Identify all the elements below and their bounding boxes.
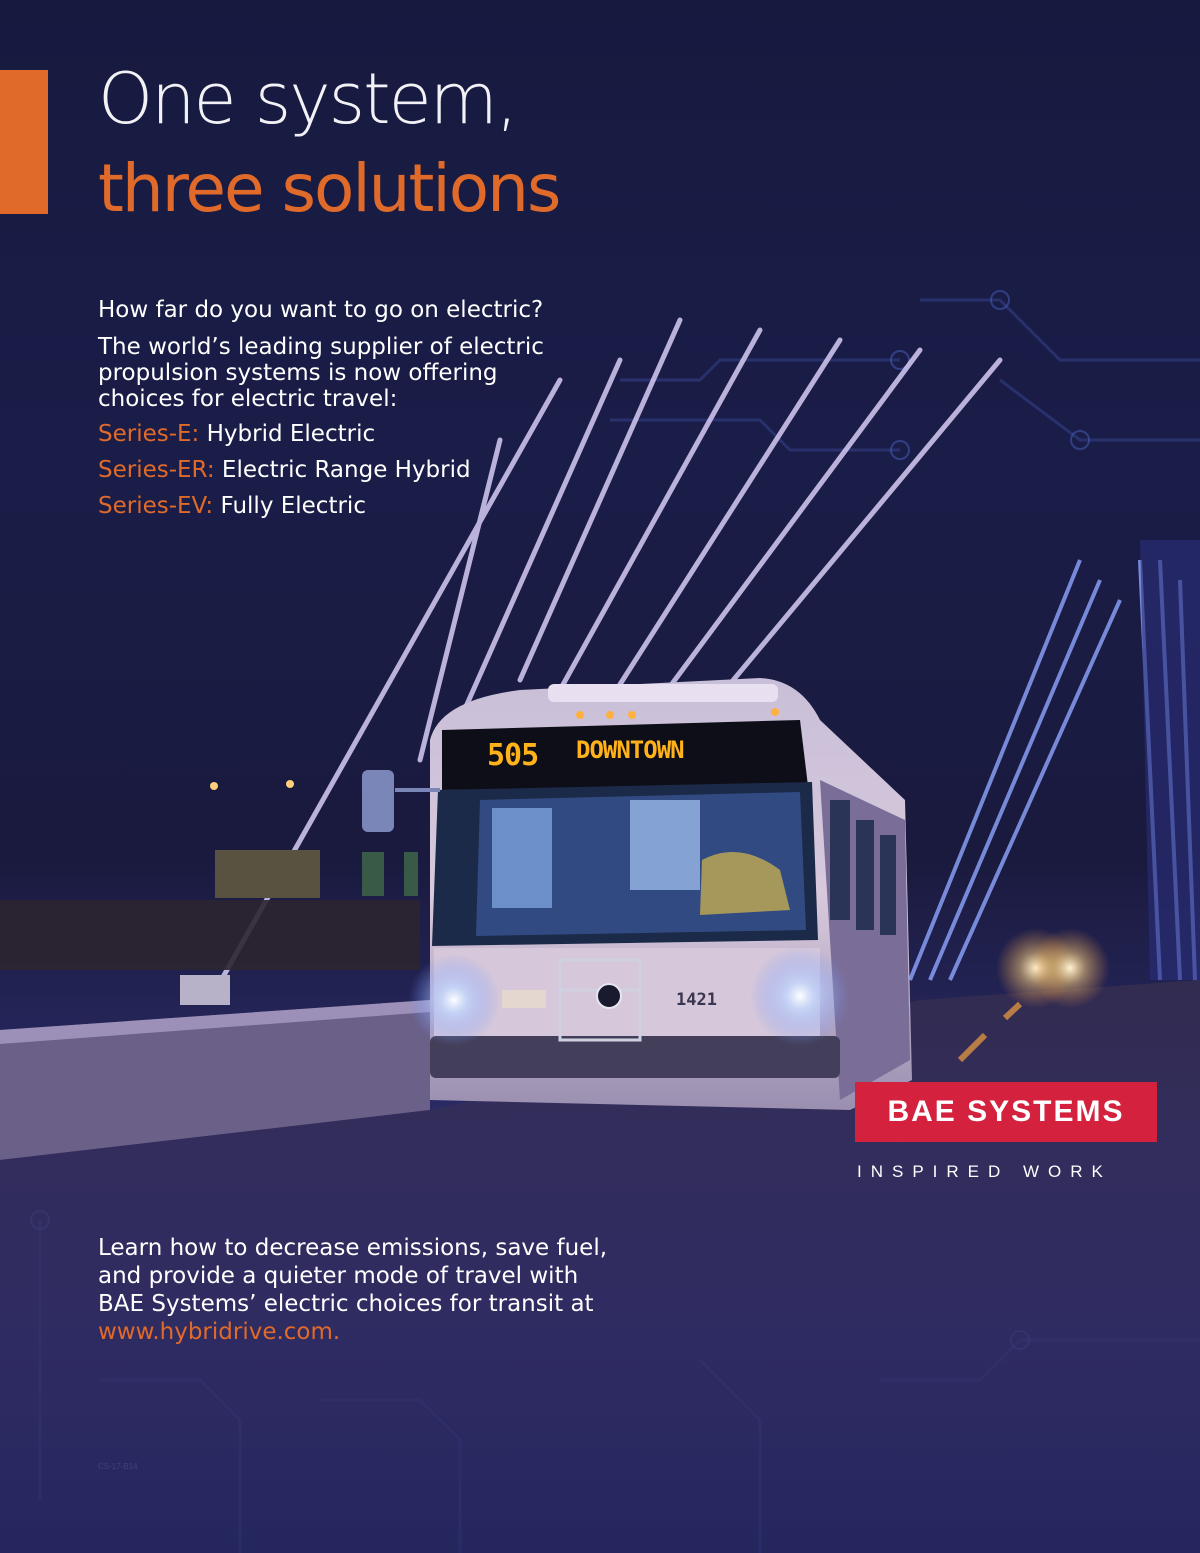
bus-route-number: 505 (487, 738, 539, 773)
closing-line: BAE Systems’ electric choices for transit at (98, 1291, 594, 1317)
closing-line: Learn how to decrease emissions, save fuel, (98, 1235, 608, 1261)
bus-destination-sign: DOWNTOWN (576, 736, 684, 764)
closing-text (98, 1234, 698, 1346)
headline-line-1: One system, (98, 58, 517, 140)
series-name: Electric Range Hybrid (221, 457, 471, 483)
website-link[interactable]: www.hybridrive.com. (98, 1319, 341, 1345)
intro-question: How far do you want to go on electric? (98, 297, 544, 323)
bae-systems-logo (855, 1082, 1157, 1142)
series-code: Series-EV: (98, 493, 214, 519)
intro-body (98, 334, 658, 412)
series-name: Hybrid Electric (206, 421, 376, 447)
headline-line-2: three solutions (98, 150, 560, 227)
bus-fleet-number: 1421 (676, 990, 717, 1010)
accent-bar (0, 70, 48, 214)
intro-body-line: choices for electric travel: (98, 386, 398, 412)
series-item (98, 452, 658, 488)
logo-tagline: INSPIRED WORK (857, 1162, 1112, 1181)
series-item (98, 488, 658, 524)
closing-line: and provide a quieter mode of travel with (98, 1263, 579, 1289)
intro-block (98, 296, 658, 524)
logo-wordmark: BAE SYSTEMS (887, 1095, 1125, 1128)
series-code: Series-E: (98, 421, 200, 447)
series-code: Series-ER: (98, 457, 215, 483)
document-code: CS-17-B14 (98, 1462, 138, 1471)
intro-body-line: propulsion systems is now offering (98, 360, 498, 386)
intro-body-line: The world’s leading supplier of electric (98, 334, 544, 360)
series-item (98, 416, 658, 452)
series-name: Fully Electric (220, 493, 366, 519)
